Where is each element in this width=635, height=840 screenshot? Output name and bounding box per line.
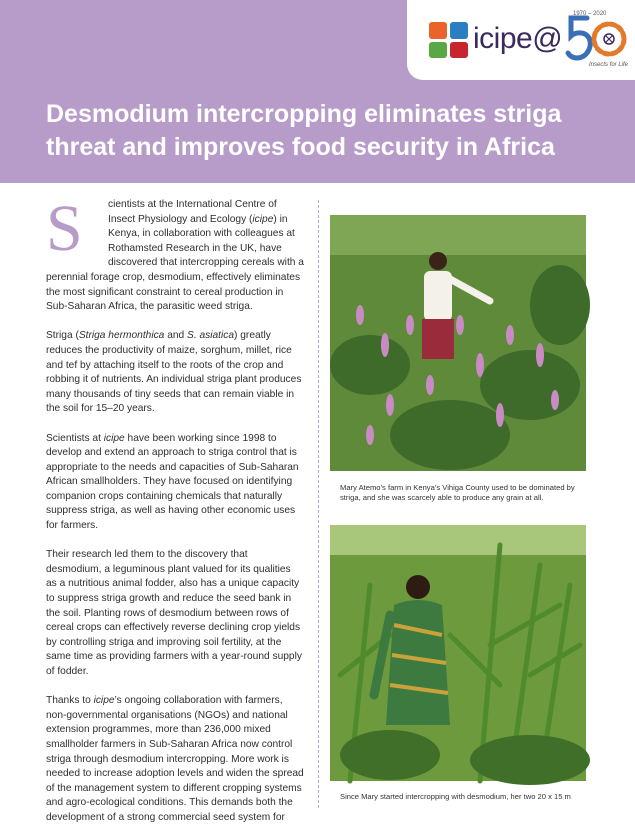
logo xyxy=(407,0,635,80)
human-icon xyxy=(450,22,468,39)
photo2-caption: Since Mary started intercropping with desmodium, her two 20 x 15 m xyxy=(340,792,571,801)
paragraph-2: Striga (Striga hermonthica and S. asiatica) greatly reduces the productivity of maize, sorghum, millet, rice and tef by attaching itself to the roots of the crop and robbing it of nutrients. An individual striga plant produces many thousands of tiny seeds that can remain viable in the soil for 15–20 years. xyxy=(46,330,302,415)
paragraph-3: Scientists at icipe have been working since 1998 to develop and extend an approach to striga control that is appropriate to the needs and capacities of Sub-Saharan African smallholders. They have focused on identifying companion crops containing chemicals that naturally suppress striga, as well as having other economic uses for farmers. xyxy=(46,432,299,532)
leaf-icon xyxy=(429,42,447,59)
logo-50-mark xyxy=(565,10,627,68)
logo-years: 1970 – 2020 xyxy=(573,11,607,17)
paragraph-4: Their research led them to the discovery that desmodium, a leguminous plant valued for its qualities as a nutritious animal fodder, also has a unique capacity to suppress striga growth and reduce the seed bank in the soil. Planting rows of desmodium between rows of cereal crops can effectively reverse declining crop yields by controlling striga and improving soil fertility, at the same time as providing farmers with a year-round supply of fodder. xyxy=(46,549,302,677)
logo-tagline: Insects for Life xyxy=(589,62,629,68)
page-title: Desmodium intercropping eliminates striga threat and improves food security in Africa xyxy=(46,100,562,161)
desmodium-field-photo xyxy=(330,525,586,781)
logo-wordmark: icipe@ xyxy=(473,22,563,55)
article-body xyxy=(46,192,304,840)
cow-icon xyxy=(450,42,468,59)
header-banner xyxy=(0,0,635,183)
column-divider xyxy=(318,200,319,808)
plant-icon xyxy=(429,22,447,39)
striga-field-photo xyxy=(330,215,586,471)
photo1-caption: Mary Atemo’s farm in Kenya’s Vihiga County used to be dominated by striga, and she was scarcely able to produce any grain at all. xyxy=(340,483,575,503)
paragraph-5: Thanks to icipe’s ongoing collaboration with farmers, non-governmental organisations (NGOs) and national extension programmes, more than 236,000 mixed smallholder farmers in Sub-Saharan Africa now control striga through desmodium intercropping. More work is needed to increase adoption levels and widen the spread of the management system to different cropping systems and agro-ecological conditions. This demands both the development of a strong commercial seed system for xyxy=(46,695,304,823)
paragraph-1: S cientists at the International Centre of Insect Physiology and Ecology (icipe) in Kenya, in collaboration with colleagues at Rothamsted Research in the UK, have discovered that intercropping cereals with a perennial forage crop, desmodium, effectively eliminates the most significant constraint to cereal production in Sub-Saharan Africa, the parasitic weed striga. xyxy=(46,192,304,313)
drop-cap: S xyxy=(46,192,83,265)
logo-icon-tiles xyxy=(429,22,469,58)
